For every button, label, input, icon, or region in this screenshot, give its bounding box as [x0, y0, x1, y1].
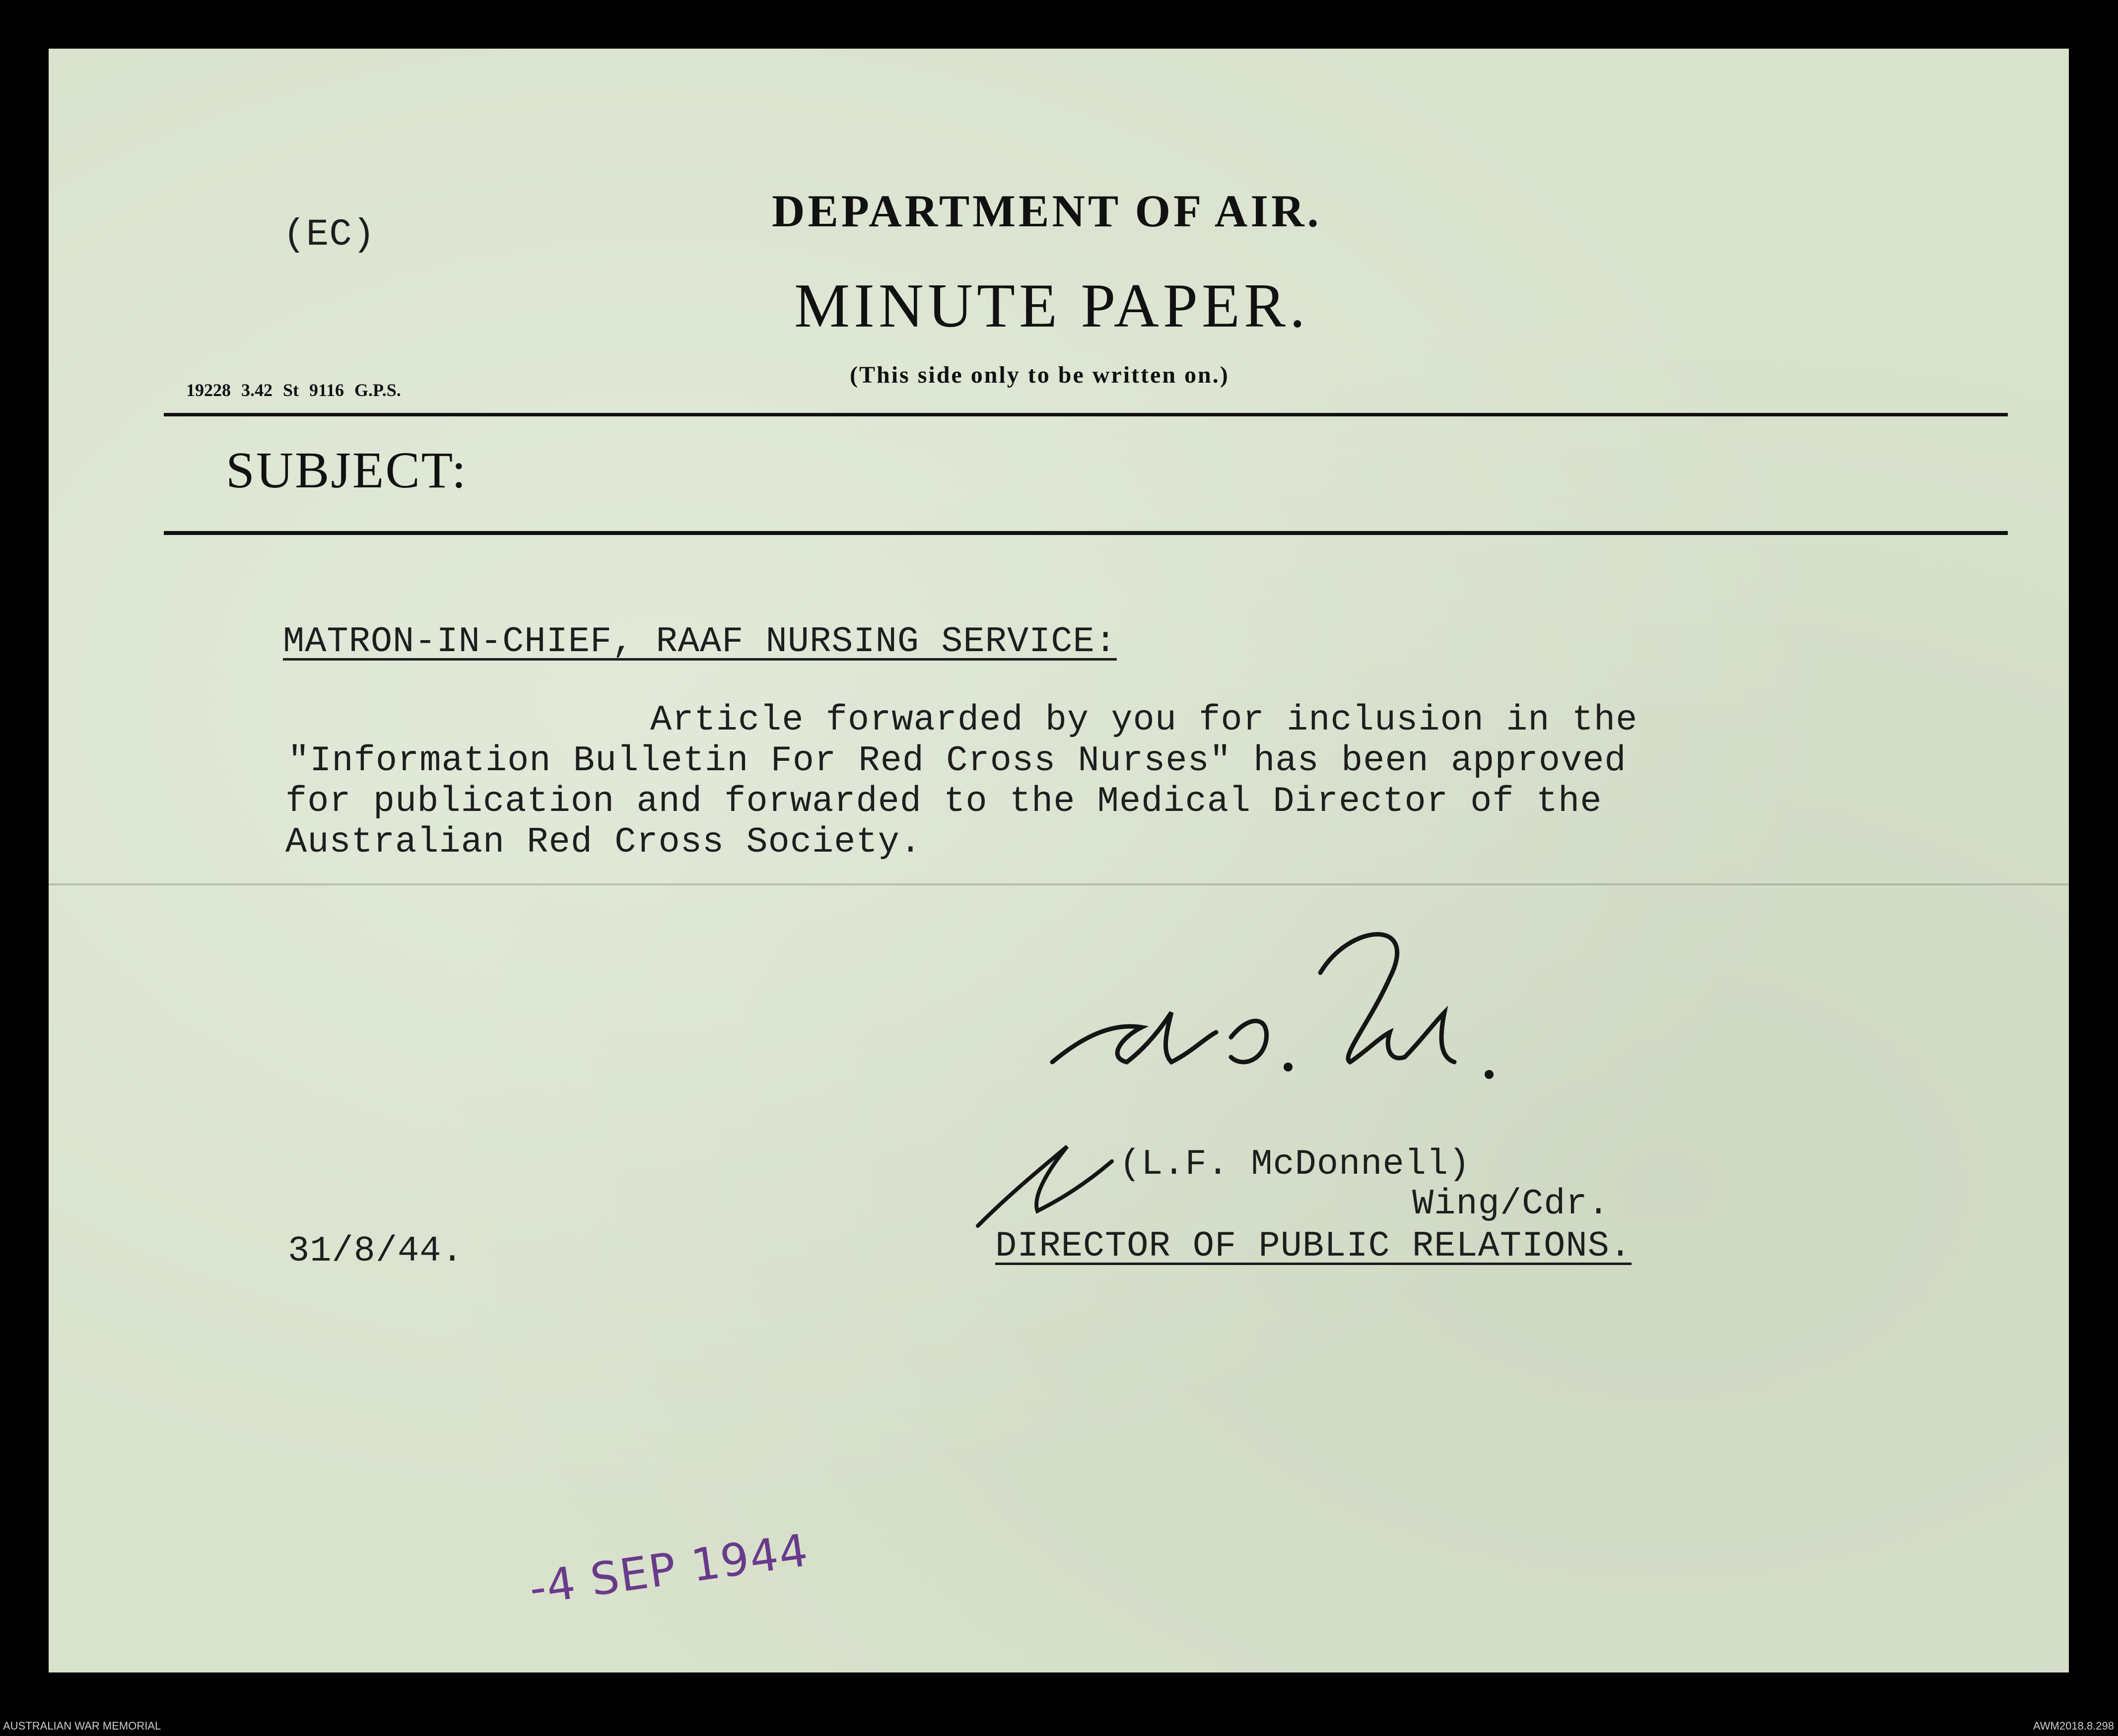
archive-reference: AWM2018.8.298 — [2033, 1720, 2114, 1732]
form-code: (EC) — [283, 213, 376, 256]
body-line-4: Australian Red Cross Society. — [285, 822, 922, 863]
subject-label: SUBJECT: — [226, 442, 468, 499]
page-title: MINUTE PAPER. — [794, 271, 1309, 340]
date-stamp: -4 SEP 1944 — [526, 1524, 812, 1615]
body-line-2: "Information Bulletin For Red Cross Nurses" has been approved — [288, 740, 1627, 781]
department-heading: DEPARTMENT OF AIR. — [772, 186, 1322, 236]
fold-crease — [49, 883, 2069, 885]
handwritten-signature — [1042, 913, 1514, 1092]
signatory-rank: Wing/Cdr. — [1412, 1184, 1610, 1224]
top-rule — [164, 413, 2008, 416]
bottom-rule — [164, 531, 2008, 535]
instruction-text: (This side only to be written on.) — [850, 362, 1230, 388]
print-reference: 19228 3.42 St 9116 G.P.S. — [186, 380, 401, 400]
addressee: MATRON-IN-CHIEF, RAAF NURSING SERVICE: — [283, 621, 1117, 662]
signatory-title: DIRECTOR OF PUBLIC RELATIONS. — [995, 1226, 1632, 1267]
initials-mark — [968, 1127, 1132, 1236]
body-line-3: for publication and forwarded to the Medical Director of the — [285, 781, 1602, 822]
signatory-name: (L.F. McDonnell) — [1119, 1144, 1471, 1185]
memo-date: 31/8/44. — [288, 1231, 464, 1271]
archive-credit: AUSTRALIAN WAR MEMORIAL — [3, 1720, 161, 1732]
body-line-1: Article forwarded by you for inclusion in the — [650, 700, 1638, 740]
